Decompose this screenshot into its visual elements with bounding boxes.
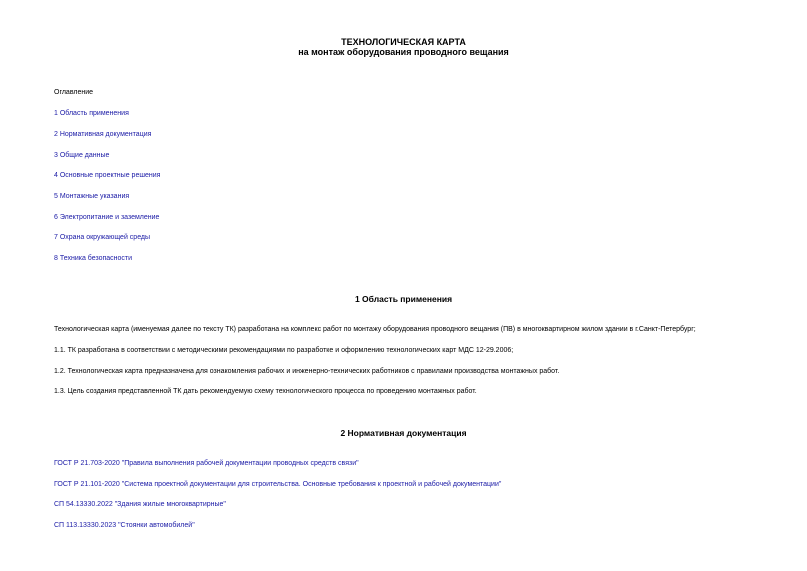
norm-doc-link-gost-21-101[interactable]: ГОСТ Р 21.101-2020 "Система проектной документации для строительства. Основные требования к проектной и рабочей документации" (54, 481, 502, 488)
toc-item-1[interactable]: 1 Область применения (54, 110, 129, 117)
toc-item-2[interactable]: 2 Нормативная документация (54, 131, 152, 138)
section-1-paragraph: 1.3. Цель создания представленной ТК дать рекомендуемую схему технологического процесса по проведению монтажных работ. (54, 388, 477, 395)
document-title: ТЕХНОЛОГИЧЕСКАЯ КАРТА (341, 37, 466, 47)
section-1-paragraph: 1.2. Технологическая карта предназначена для ознакомления рабочих и инженерно-технических работников с правилами производства монтажных работ. (54, 368, 560, 375)
toc-item-8[interactable]: 8 Техника безопасности (54, 255, 133, 262)
toc-item-7[interactable]: 7 Охрана окружающей среды (54, 234, 151, 241)
norm-doc-link-gost-21-703[interactable]: ГОСТ Р 21.703-2020 "Правила выполнения рабочей документации проводных средств связи" (54, 460, 359, 467)
norm-doc-link-sp-113[interactable]: СП 113.13330.2023 "Стоянки автомобилей" (54, 522, 195, 529)
toc-item-3[interactable]: 3 Общие данные (54, 152, 110, 159)
norm-doc-link-sp-54[interactable]: СП 54.13330.2022 "Здания жилые многоквартирные" (54, 501, 226, 508)
document-subtitle: на монтаж оборудования проводного вещания (298, 47, 509, 57)
toc-item-5[interactable]: 5 Монтажные указания (54, 193, 130, 200)
toc-heading: Оглавление (54, 89, 94, 96)
section-1-paragraph: Технологическая карта (именуемая далее по тексту ТК) разработана на комплекс работ по монтажу оборудования проводного вещания (ПВ) в многоквартирном жилом здании в г.Санкт-Петербург; (54, 326, 696, 333)
toc-item-6[interactable]: 6 Электропитание и заземление (54, 214, 160, 221)
section-1-heading: 1 Область применения (354, 294, 453, 304)
section-1-paragraph: 1.1. ТК разработана в соответствии с методическими рекомендациями по разработке и оформлению технологических карт МДС 12-29.2006; (54, 347, 514, 354)
toc-item-4[interactable]: 4 Основные проектные решения (54, 172, 161, 179)
section-2-heading: 2 Нормативная документация (340, 428, 467, 438)
